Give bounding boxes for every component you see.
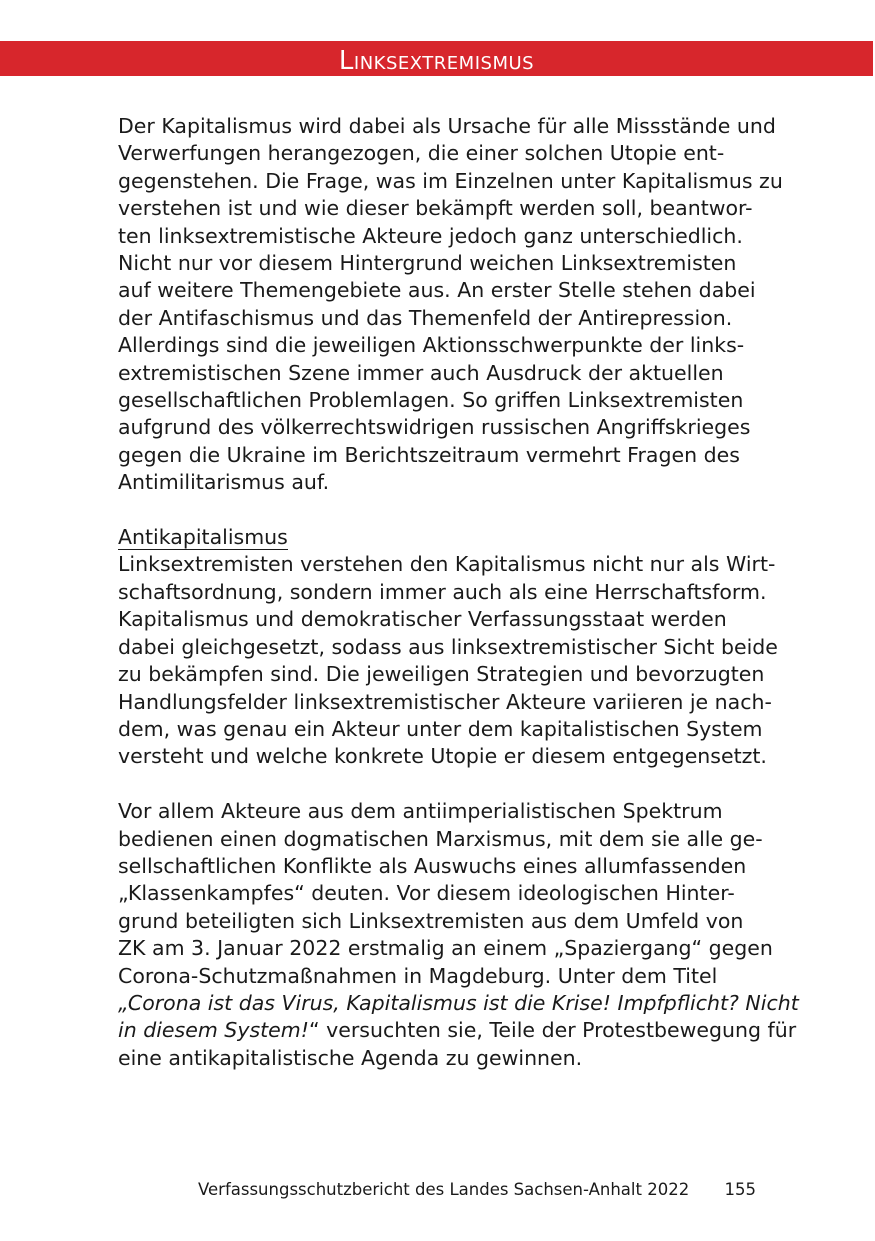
paragraph-intro	[118, 113, 783, 497]
section-heading: Antikapitalismus	[118, 525, 288, 550]
paragraph-marxismus	[118, 798, 799, 1072]
text-line: schaftsordnung, sondern immer auch als eine Herrschaftsform.	[118, 579, 767, 604]
text-line: gegen die Ukraine im Berichtszeitraum vermehrt Fragen des	[118, 442, 740, 467]
page-number: 155	[724, 1180, 756, 1199]
quoted-title-end: in diesem System!	[118, 1018, 309, 1043]
chapter-header-bar	[0, 41, 873, 76]
paragraph-spacer	[118, 497, 758, 524]
text-line: dabei gleichgesetzt, sodass aus linksextremistischer Sicht beide	[118, 634, 778, 659]
text-line: der Antifaschismus und das Themenfeld der Antirepression.	[118, 305, 733, 330]
text-line: Verwerfungen herangezogen, die einer solchen Utopie ent-	[118, 141, 725, 166]
text-line: verstehen ist und wie dieser bekämpft werden soll, beantwor-	[118, 196, 753, 221]
text-line	[118, 1017, 797, 1044]
footer-title: Verfassungsschutzbericht des Landes Sachsen-Anhalt 2022	[198, 1180, 690, 1199]
text-line: eine antikapitalistische Agenda zu gewinnen.	[118, 1045, 583, 1070]
text-line: Der Kapitalismus wird dabei als Ursache für alle Missstände und	[118, 114, 776, 138]
text-line: bedienen einen dogmatischen Marxismus, mit dem sie alle ge-	[118, 826, 763, 851]
text-line: aufgrund des völkerrechtswidrigen russischen Angriffskrieges	[118, 415, 751, 440]
text-line: Vor allem Akteure aus dem antiimperialistischen Spektrum	[118, 799, 723, 824]
text-line: dem, was genau ein Akteur unter dem kapitalistischen System	[118, 716, 763, 741]
text-line: gegenstehen. Die Frage, was im Einzelnen unter Kapitalismus zu	[118, 168, 783, 193]
text-line: auf weitere Themengebiete aus. An erster Stelle stehen dabei	[118, 278, 756, 303]
text-line: Allerdings sind die jeweiligen Aktionsschwerpunkte der links-	[118, 333, 745, 358]
text-line: ten linksextremistische Akteure jedoch ganz unterschiedlich.	[118, 223, 743, 248]
text-line: gesellschaftlichen Problemlagen. So griffen Linksextremisten	[118, 388, 744, 413]
text-line: versteht und welche konkrete Utopie er diesem entgegensetzt.	[118, 744, 767, 769]
text-line: Nicht nur vor diesem Hintergrund weichen Linksextremisten	[118, 251, 737, 276]
text-line: grund beteiligten sich Linksextremisten aus dem Umfeld von	[118, 908, 744, 933]
chapter-title: Linksextremismus	[338, 46, 535, 76]
paragraph-antikapitalismus	[118, 551, 778, 770]
text-line: sellschaftlichen Konflikte als Auswuchs eines allumfassenden	[118, 853, 747, 878]
text-line: Linksextremisten verstehen den Kapitalismus nicht nur als Wirt-	[118, 552, 776, 577]
section-heading-line	[118, 524, 758, 551]
text-line: ZK am 3. Januar 2022 erstmalig an einem „Spaziergang“ gegen	[118, 936, 773, 961]
text-fragment: “ versuchten sie, Teile der Protestbewegung für	[308, 1018, 797, 1043]
main-content	[118, 113, 799, 1072]
quoted-title-line: „Corona ist das Virus, Kapitalismus ist die Krise! Impfpflicht? Nicht	[118, 990, 799, 1015]
text-line: Corona-Schutzmaßnahmen in Magdeburg. Unter dem Titel	[118, 963, 718, 988]
paragraph-spacer	[118, 771, 758, 798]
text-line: „Klassenkampfes“ deuten. Vor diesem ideologischen Hinter-	[118, 881, 735, 906]
text-line: Handlungsfelder linksextremistischer Akteure variieren je nach-	[118, 689, 772, 714]
text-line: extremistischen Szene immer auch Ausdruck der aktuellen	[118, 360, 724, 385]
text-line: zu bekämpfen sind. Die jeweiligen Strategien und bevorzugten	[118, 662, 765, 687]
text-line: Antimilitarismus auf.	[118, 470, 330, 495]
text-line: Kapitalismus und demokratischer Verfassungsstaat werden	[118, 607, 727, 632]
